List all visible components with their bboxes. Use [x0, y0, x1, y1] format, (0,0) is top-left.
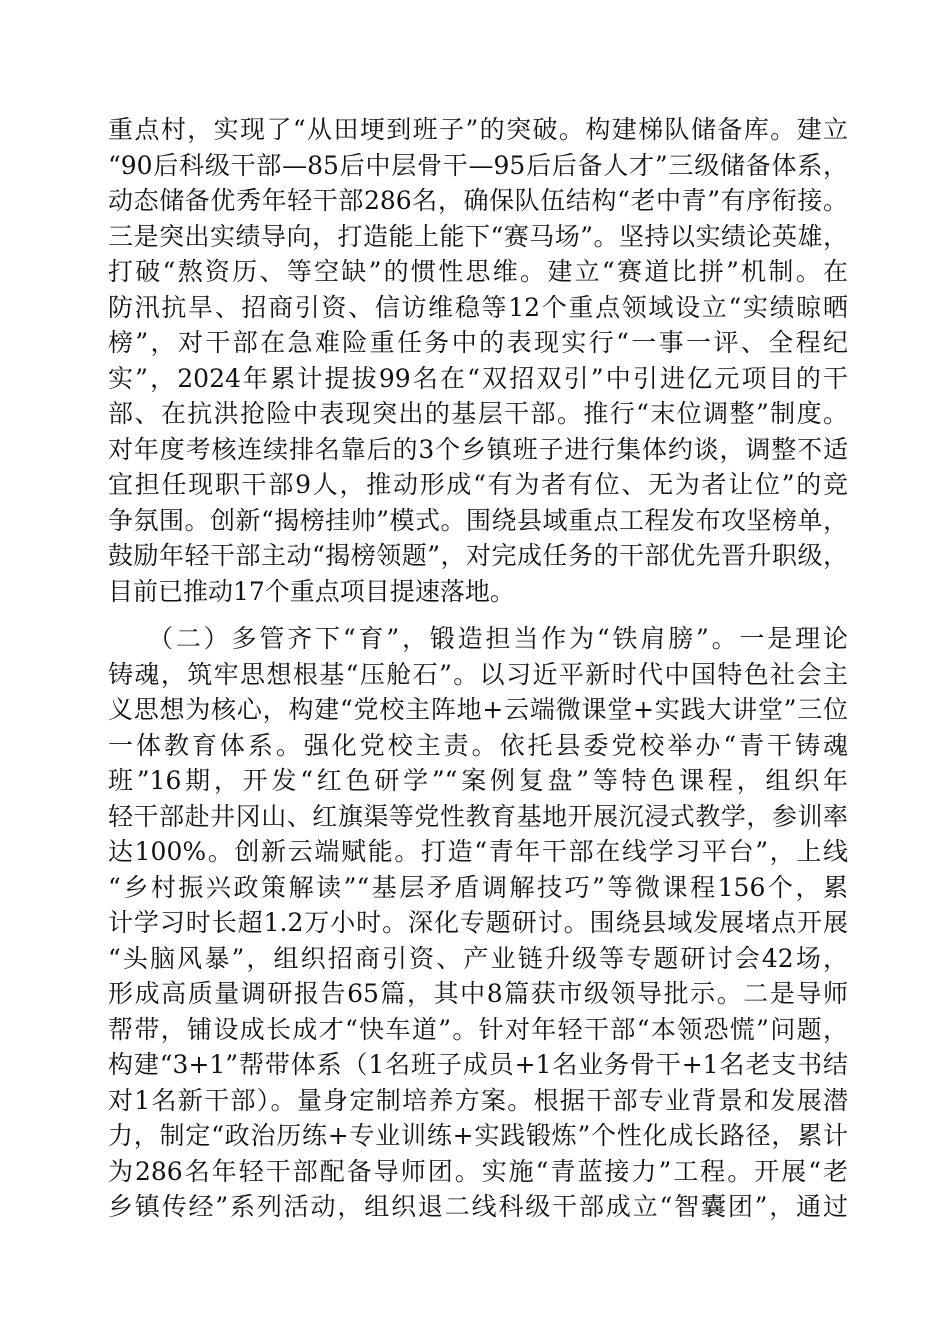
text-line: 部、在抗洪抢险中表现突出的基层干部。推行“末位调整”制度。 [108, 399, 848, 428]
text-line: 防汛抗旱、招商引资、信访维稳等12个重点领域设立“实绩晾晒 [108, 292, 848, 322]
text-line: 班”16期，开发“红色研学”“案例复盘”等特色课程，组织年 [108, 766, 848, 795]
text-line: 争氛围。创新“揭榜挂帅”模式。围绕县域重点工程发布攻坚榜单， [108, 505, 848, 535]
text-line: “90后科级干部—85后中层骨干—95后后备人才”三级储备体系， [108, 150, 848, 180]
text-line: 鼓励年轻干部主动“揭榜领题”，对完成任务的干部优先晋升职级， [108, 541, 848, 570]
text-line: 力，制定“政治历练+专业训练+实践锻炼”个性化成长路径，累计 [108, 1121, 848, 1150]
paragraph-2 [108, 621, 848, 1225]
text-line: 对年度考核连续排名靠后的3个乡镇班子进行集体约谈，调整不适 [108, 434, 848, 464]
text-line: 对1名新干部）。量身定制培养方案。根据干部专业背景和发展潜 [108, 1085, 848, 1115]
text-line: （二）多管齐下“育”，锻造担当作为“铁肩膀”。一是理论 [148, 624, 848, 653]
text-line: 一体教育体系。强化党校主责。依托县委党校举办“青干铸魂 [108, 730, 848, 760]
text-line: 形成高质量调研报告65篇，其中8篇获市级领导批示。二是导师 [108, 979, 848, 1008]
paragraph-1 [108, 112, 848, 609]
text-line: 目前已推动17个重点项目提速落地。 [108, 576, 515, 606]
text-line: 三是突出实绩导向，打造能上能下“赛马场”。坚持以实绩论英雄， [108, 221, 848, 251]
text-line: 达100%。创新云端赋能。打造“青年干部在线学习平台”，上线 [108, 837, 848, 866]
paragraph-spacer [108, 609, 848, 621]
text-line: 铸魂，筑牢思想根基“压舱石”。以习近平新时代中国特色社会主 [108, 659, 848, 689]
text-line: 帮带，铺设成长成才“快车道”。针对年轻干部“本领恐慌”问题， [108, 1014, 848, 1044]
text-line: 榜”，对干部在急难险重任务中的表现实行“一事一评、全程纪 [108, 328, 848, 357]
text-line: 动态储备优秀年轻干部286名，确保队伍结构“老中青”有序衔接。 [108, 186, 848, 215]
text-line: 计学习时长超1.2万小时。深化专题研讨。围绕县域发展堵点开展 [108, 908, 848, 937]
text-line: 为286名年轻干部配备导师团。实施“青蓝接力”工程。开展“老 [108, 1156, 848, 1186]
text-line: 轻干部赴井冈山、红旗渠等党性教育基地开展沉浸式教学，参训率 [108, 801, 848, 831]
text-line: 宜担任现职干部9人，推动形成“有为者有位、无为者让位”的竞 [108, 470, 848, 499]
text-line: 构建“3+1”帮带体系（1名班子成员+1名业务骨干+1名老支书结 [108, 1050, 848, 1079]
text-line: 义思想为核心，构建“党校主阵地+云端微课堂+实践大讲堂”三位 [108, 695, 848, 724]
text-line: 打破“熬资历、等空缺”的惯性思维。建立“赛道比拼”机制。在 [108, 257, 848, 286]
text-line: 实”，2024年累计提拔99名在“双招双引”中引进亿元项目的干 [108, 363, 848, 393]
text-line: 乡镇传经”系列活动，组织退二线科级干部成立“智囊团”，通过 [108, 1192, 848, 1221]
text-line: 重点村，实现了“从田埂到班子”的突破。构建梯队储备库。建立 [108, 115, 848, 144]
text-line: “乡村振兴政策解读”“基层矛盾调解技巧”等微课程156个，累 [108, 872, 848, 902]
text-line: “头脑风暴”，组织招商引资、产业链升级等专题研讨会42场， [108, 943, 848, 973]
document-page [108, 112, 848, 1225]
